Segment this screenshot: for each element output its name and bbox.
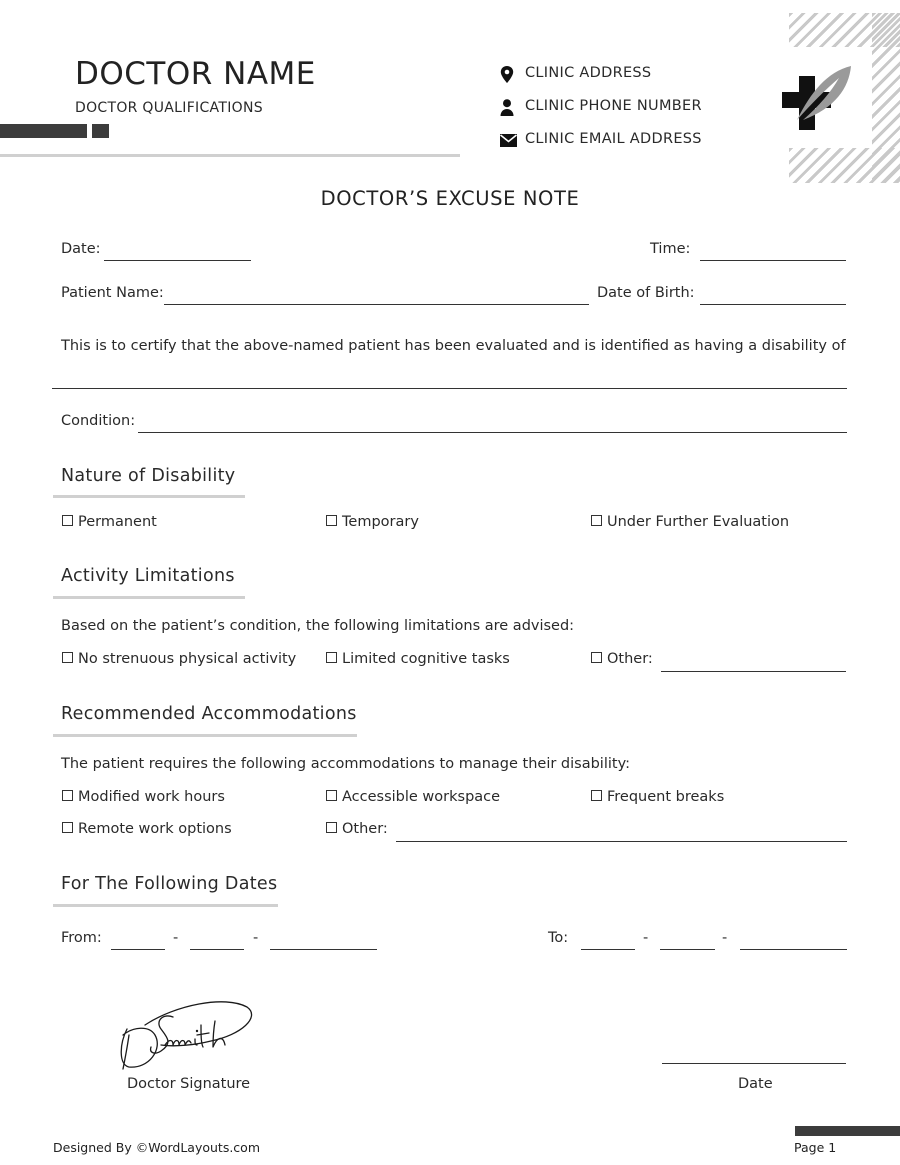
checkbox-icon[interactable]: [326, 515, 337, 526]
checkbox-icon[interactable]: [62, 515, 73, 526]
signature-dot: [196, 1030, 198, 1032]
to-separator-1: -: [643, 930, 649, 946]
condition-field[interactable]: [138, 432, 847, 433]
envelope-icon: [500, 133, 517, 148]
clinic-phone: CLINIC PHONE NUMBER: [525, 98, 702, 114]
time-label: Time:: [650, 241, 691, 257]
checkbox-modified-hours[interactable]: Modified work hours: [62, 789, 225, 805]
condition-label: Condition:: [61, 413, 136, 429]
from-day-field[interactable]: [190, 949, 244, 950]
checkbox-accommodations-other[interactable]: Other:: [326, 821, 388, 837]
footer-page-number: Page 1: [794, 1140, 837, 1155]
clinic-email: CLINIC EMAIL ADDRESS: [525, 131, 702, 147]
checkbox-icon[interactable]: [326, 790, 337, 801]
doctor-name: DOCTOR NAME: [75, 56, 316, 92]
checkbox-limited-cognitive[interactable]: Limited cognitive tasks: [326, 651, 510, 667]
checkbox-icon[interactable]: [591, 515, 602, 526]
from-separator-1: -: [173, 930, 179, 946]
checkbox-under-evaluation[interactable]: Under Further Evaluation: [591, 514, 789, 530]
to-year-field[interactable]: [740, 949, 847, 950]
signature-date-field[interactable]: [662, 1063, 846, 1064]
header-dark-square: [92, 124, 109, 138]
logo-hatch-bottom: [789, 148, 900, 183]
footer-dark-bar: [795, 1126, 900, 1136]
time-field[interactable]: [700, 260, 846, 261]
accommodations-underline: [53, 734, 357, 737]
activity-intro: Based on the patient’s condition, the following limitations are advised:: [61, 618, 575, 634]
doctor-signature: [115, 995, 260, 1075]
person-icon: [500, 99, 514, 116]
nature-underline: [53, 495, 245, 498]
checkbox-remote-work[interactable]: Remote work options: [62, 821, 232, 837]
to-separator-2: -: [722, 930, 728, 946]
header-divider: [0, 154, 460, 157]
document-title: DOCTOR’S EXCUSE NOTE: [320, 187, 580, 210]
checkbox-activity-other[interactable]: Other:: [591, 651, 653, 667]
activity-underline: [53, 596, 245, 599]
checkbox-icon[interactable]: [591, 790, 602, 801]
to-day-field[interactable]: [660, 949, 715, 950]
checkbox-frequent-breaks[interactable]: Frequent breaks: [591, 789, 724, 805]
dates-underline: [53, 904, 278, 907]
patient-name-field[interactable]: [164, 304, 589, 305]
checkbox-icon[interactable]: [62, 822, 73, 833]
clinic-address: CLINIC ADDRESS: [525, 65, 652, 81]
checkbox-accessible-workspace[interactable]: Accessible workspace: [326, 789, 500, 805]
medical-cross-leaf-icon: [779, 62, 859, 142]
disability-field[interactable]: [52, 388, 847, 389]
dob-field[interactable]: [700, 304, 846, 305]
accommodations-intro: The patient requires the following accommodations to manage their disability:: [61, 756, 630, 772]
footer-designed-by: Designed By ©WordLayouts.com: [53, 1140, 261, 1155]
to-label: To:: [548, 930, 569, 946]
checkbox-temporary[interactable]: Temporary: [326, 514, 419, 530]
accommodations-section-title: Recommended Accommodations: [61, 704, 357, 724]
checkbox-no-strenuous[interactable]: No strenuous physical activity: [62, 651, 296, 667]
checkbox-permanent[interactable]: Permanent: [62, 514, 157, 530]
certify-text: This is to certify that the above-named patient has been evaluated and is identified as having a disability of: [61, 338, 846, 354]
checkbox-icon[interactable]: [326, 652, 337, 663]
dob-label: Date of Birth:: [597, 285, 695, 301]
activity-other-field[interactable]: [661, 671, 846, 672]
checkbox-icon[interactable]: [591, 652, 602, 663]
date-label: Date:: [61, 241, 101, 257]
patient-name-label: Patient Name:: [61, 285, 164, 301]
header-dark-bar: [0, 124, 87, 138]
nature-section-title: Nature of Disability: [61, 466, 236, 486]
doctor-qualifications: DOCTOR QUALIFICATIONS: [75, 100, 263, 116]
from-month-field[interactable]: [111, 949, 165, 950]
from-separator-2: -: [253, 930, 259, 946]
checkbox-icon[interactable]: [62, 652, 73, 663]
location-pin-icon: [500, 66, 514, 83]
from-label: From:: [61, 930, 102, 946]
accommodations-other-field[interactable]: [396, 841, 847, 842]
dates-section-title: For The Following Dates: [61, 874, 278, 894]
to-month-field[interactable]: [581, 949, 635, 950]
date-field[interactable]: [104, 260, 251, 261]
activity-section-title: Activity Limitations: [61, 566, 235, 586]
checkbox-icon[interactable]: [326, 822, 337, 833]
signature-date-label: Date: [738, 1076, 773, 1092]
checkbox-icon[interactable]: [62, 790, 73, 801]
doctor-signature-label: Doctor Signature: [127, 1076, 251, 1092]
from-year-field[interactable]: [270, 949, 377, 950]
